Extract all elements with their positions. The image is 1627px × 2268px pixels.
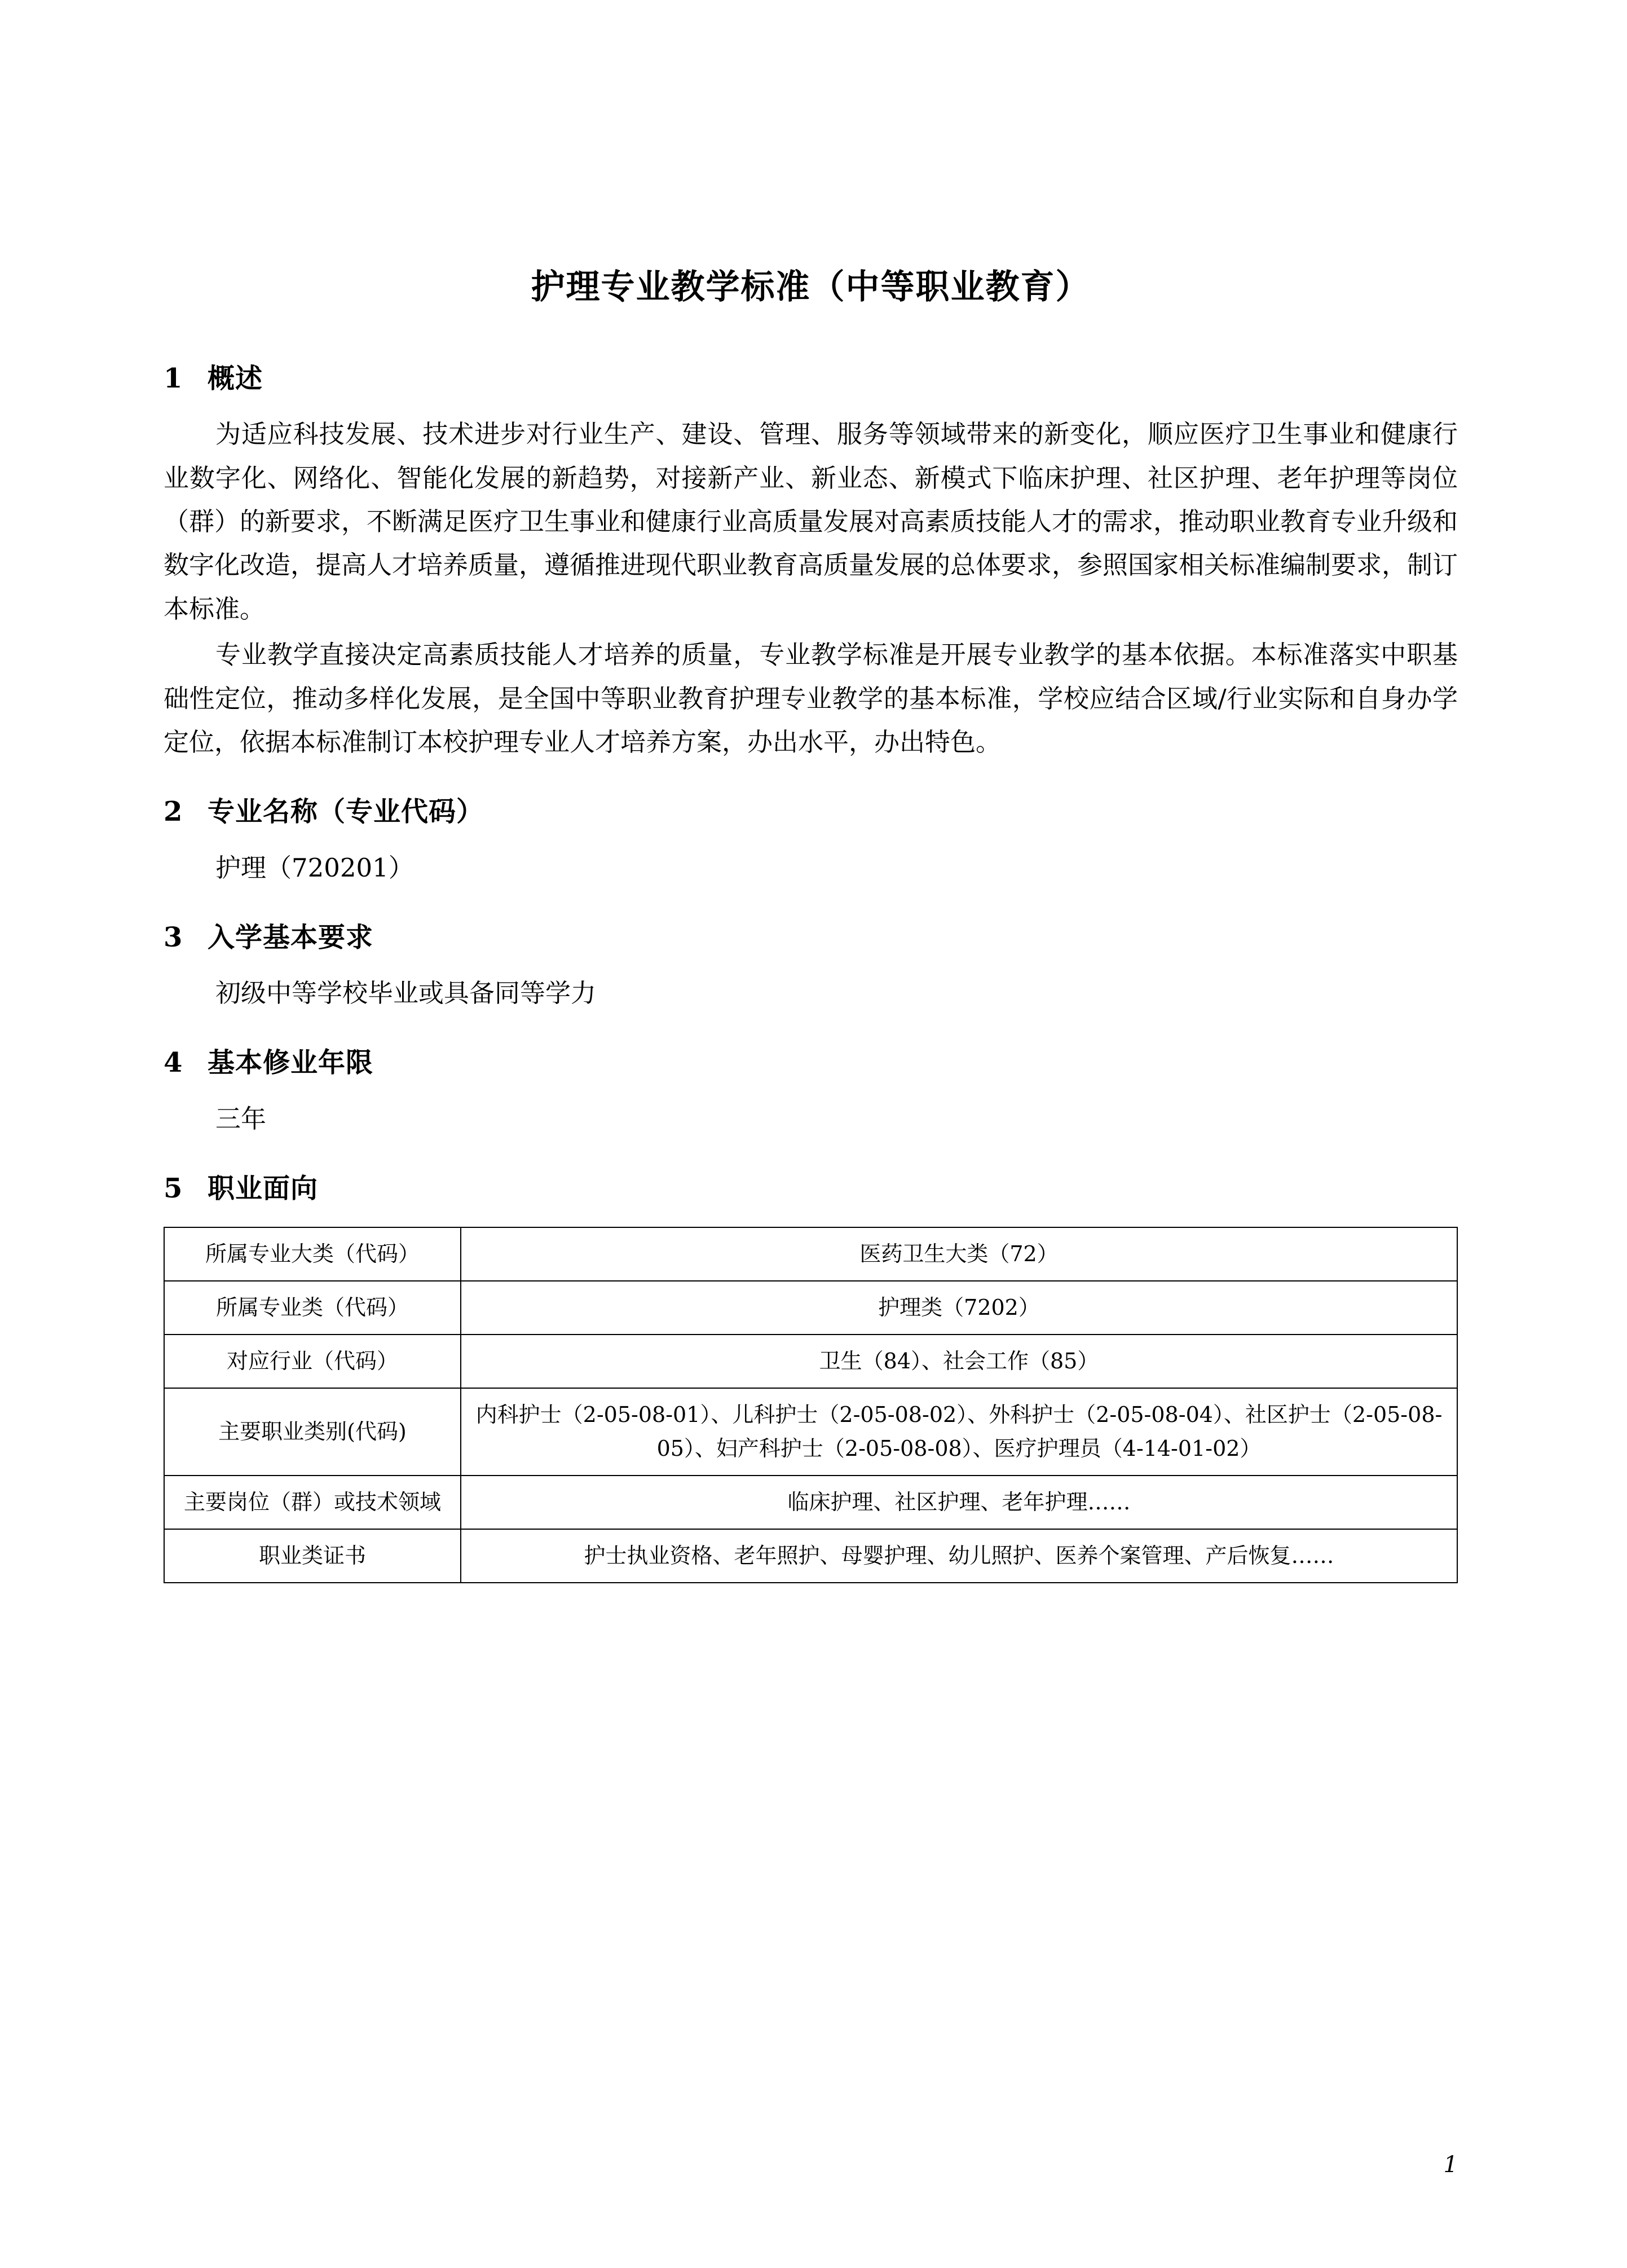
section-number: 1 xyxy=(164,363,183,394)
section-title: 职业面向 xyxy=(208,1173,319,1205)
table-row xyxy=(164,1476,1457,1529)
section-heading-entry-requirement xyxy=(164,919,1458,957)
section-title: 入学基本要求 xyxy=(208,921,374,953)
section-title: 基本修业年限 xyxy=(208,1047,374,1079)
section-number: 3 xyxy=(164,921,183,953)
row-label: 职业类证书 xyxy=(164,1529,461,1583)
row-value: 医药卫生大类（72） xyxy=(461,1227,1457,1281)
paragraph: 专业教学直接决定高素质技能人才培养的质量，专业教学标准是开展专业教学的基本依据。本标准落实中职基础性定位，推动多样化发展，是全国中等职业教育护理专业教学的基本标准，学校应结合区域/行业实际和自身办学定位，依据本标准制订本校护理专业人才培养方案，办出水平，办出特色。 xyxy=(164,640,1458,757)
page-number: 1 xyxy=(1443,2152,1458,2178)
table-row xyxy=(164,1529,1457,1583)
row-label: 主要岗位（群）或技术领域 xyxy=(164,1476,461,1529)
section-heading-career-orientation xyxy=(164,1170,1458,1208)
row-label: 所属专业类（代码） xyxy=(164,1281,461,1335)
entry-requirement-value: 初级中等学校毕业或具备同等学力 xyxy=(215,978,597,1009)
row-value: 内科护士（2-05-08-01）、儿科护士（2-05-08-02）、外科护士（2-05-08-04）、社区护士（2-05-08-05）、妇产科护士（2-05-08-08）、医疗护理员（4-14-01-02） xyxy=(461,1388,1457,1476)
row-value: 护理类（7202） xyxy=(461,1281,1457,1335)
row-value: 卫生（84）、社会工作（85） xyxy=(461,1335,1457,1388)
table-row xyxy=(164,1281,1457,1335)
section-number: 5 xyxy=(164,1173,183,1205)
page-title: 护理专业教学标准（中等职业教育） xyxy=(531,267,1091,307)
paragraph: 为适应科技发展、技术进步对行业生产、建设、管理、服务等领域带来的新变化，顺应医疗卫生事业和健康行业数字化、网络化、智能化发展的新趋势，对接新产业、新业态、新模式下临床护理、社区护理、老年护理等岗位（群）的新要求，不断满足医疗卫生事业和健康行业高质量发展对高素质技能人才的需求，推动职业教育专业升级和数字化改造，提高人才培养质量，遵循推进现代职业教育高质量发展的总体要求，参照国家相关标准编制要求，制订本标准。 xyxy=(164,419,1458,624)
section-number: 4 xyxy=(164,1047,183,1079)
row-value: 护士执业资格、老年照护、母婴护理、幼儿照护、医养个案管理、产后恢复…… xyxy=(461,1529,1457,1583)
row-label: 所属专业大类（代码） xyxy=(164,1227,461,1281)
major-name-value: 护理（720201） xyxy=(215,852,414,883)
table-row xyxy=(164,1388,1457,1476)
duration-value: 三年 xyxy=(215,1103,267,1134)
table-row xyxy=(164,1227,1457,1281)
section-title: 专业名称（专业代码） xyxy=(208,796,484,828)
section-title: 概述 xyxy=(208,363,263,394)
row-label: 主要职业类别(代码) xyxy=(164,1388,461,1476)
career-orientation-table xyxy=(164,1227,1458,1583)
row-label: 对应行业（代码） xyxy=(164,1335,461,1388)
table-row xyxy=(164,1335,1457,1388)
row-value: 临床护理、社区护理、老年护理…… xyxy=(461,1476,1457,1529)
section-heading-overview xyxy=(164,360,1458,398)
section-heading-duration xyxy=(164,1044,1458,1082)
section-heading-major-name xyxy=(164,793,1458,831)
section-number: 2 xyxy=(164,796,183,828)
